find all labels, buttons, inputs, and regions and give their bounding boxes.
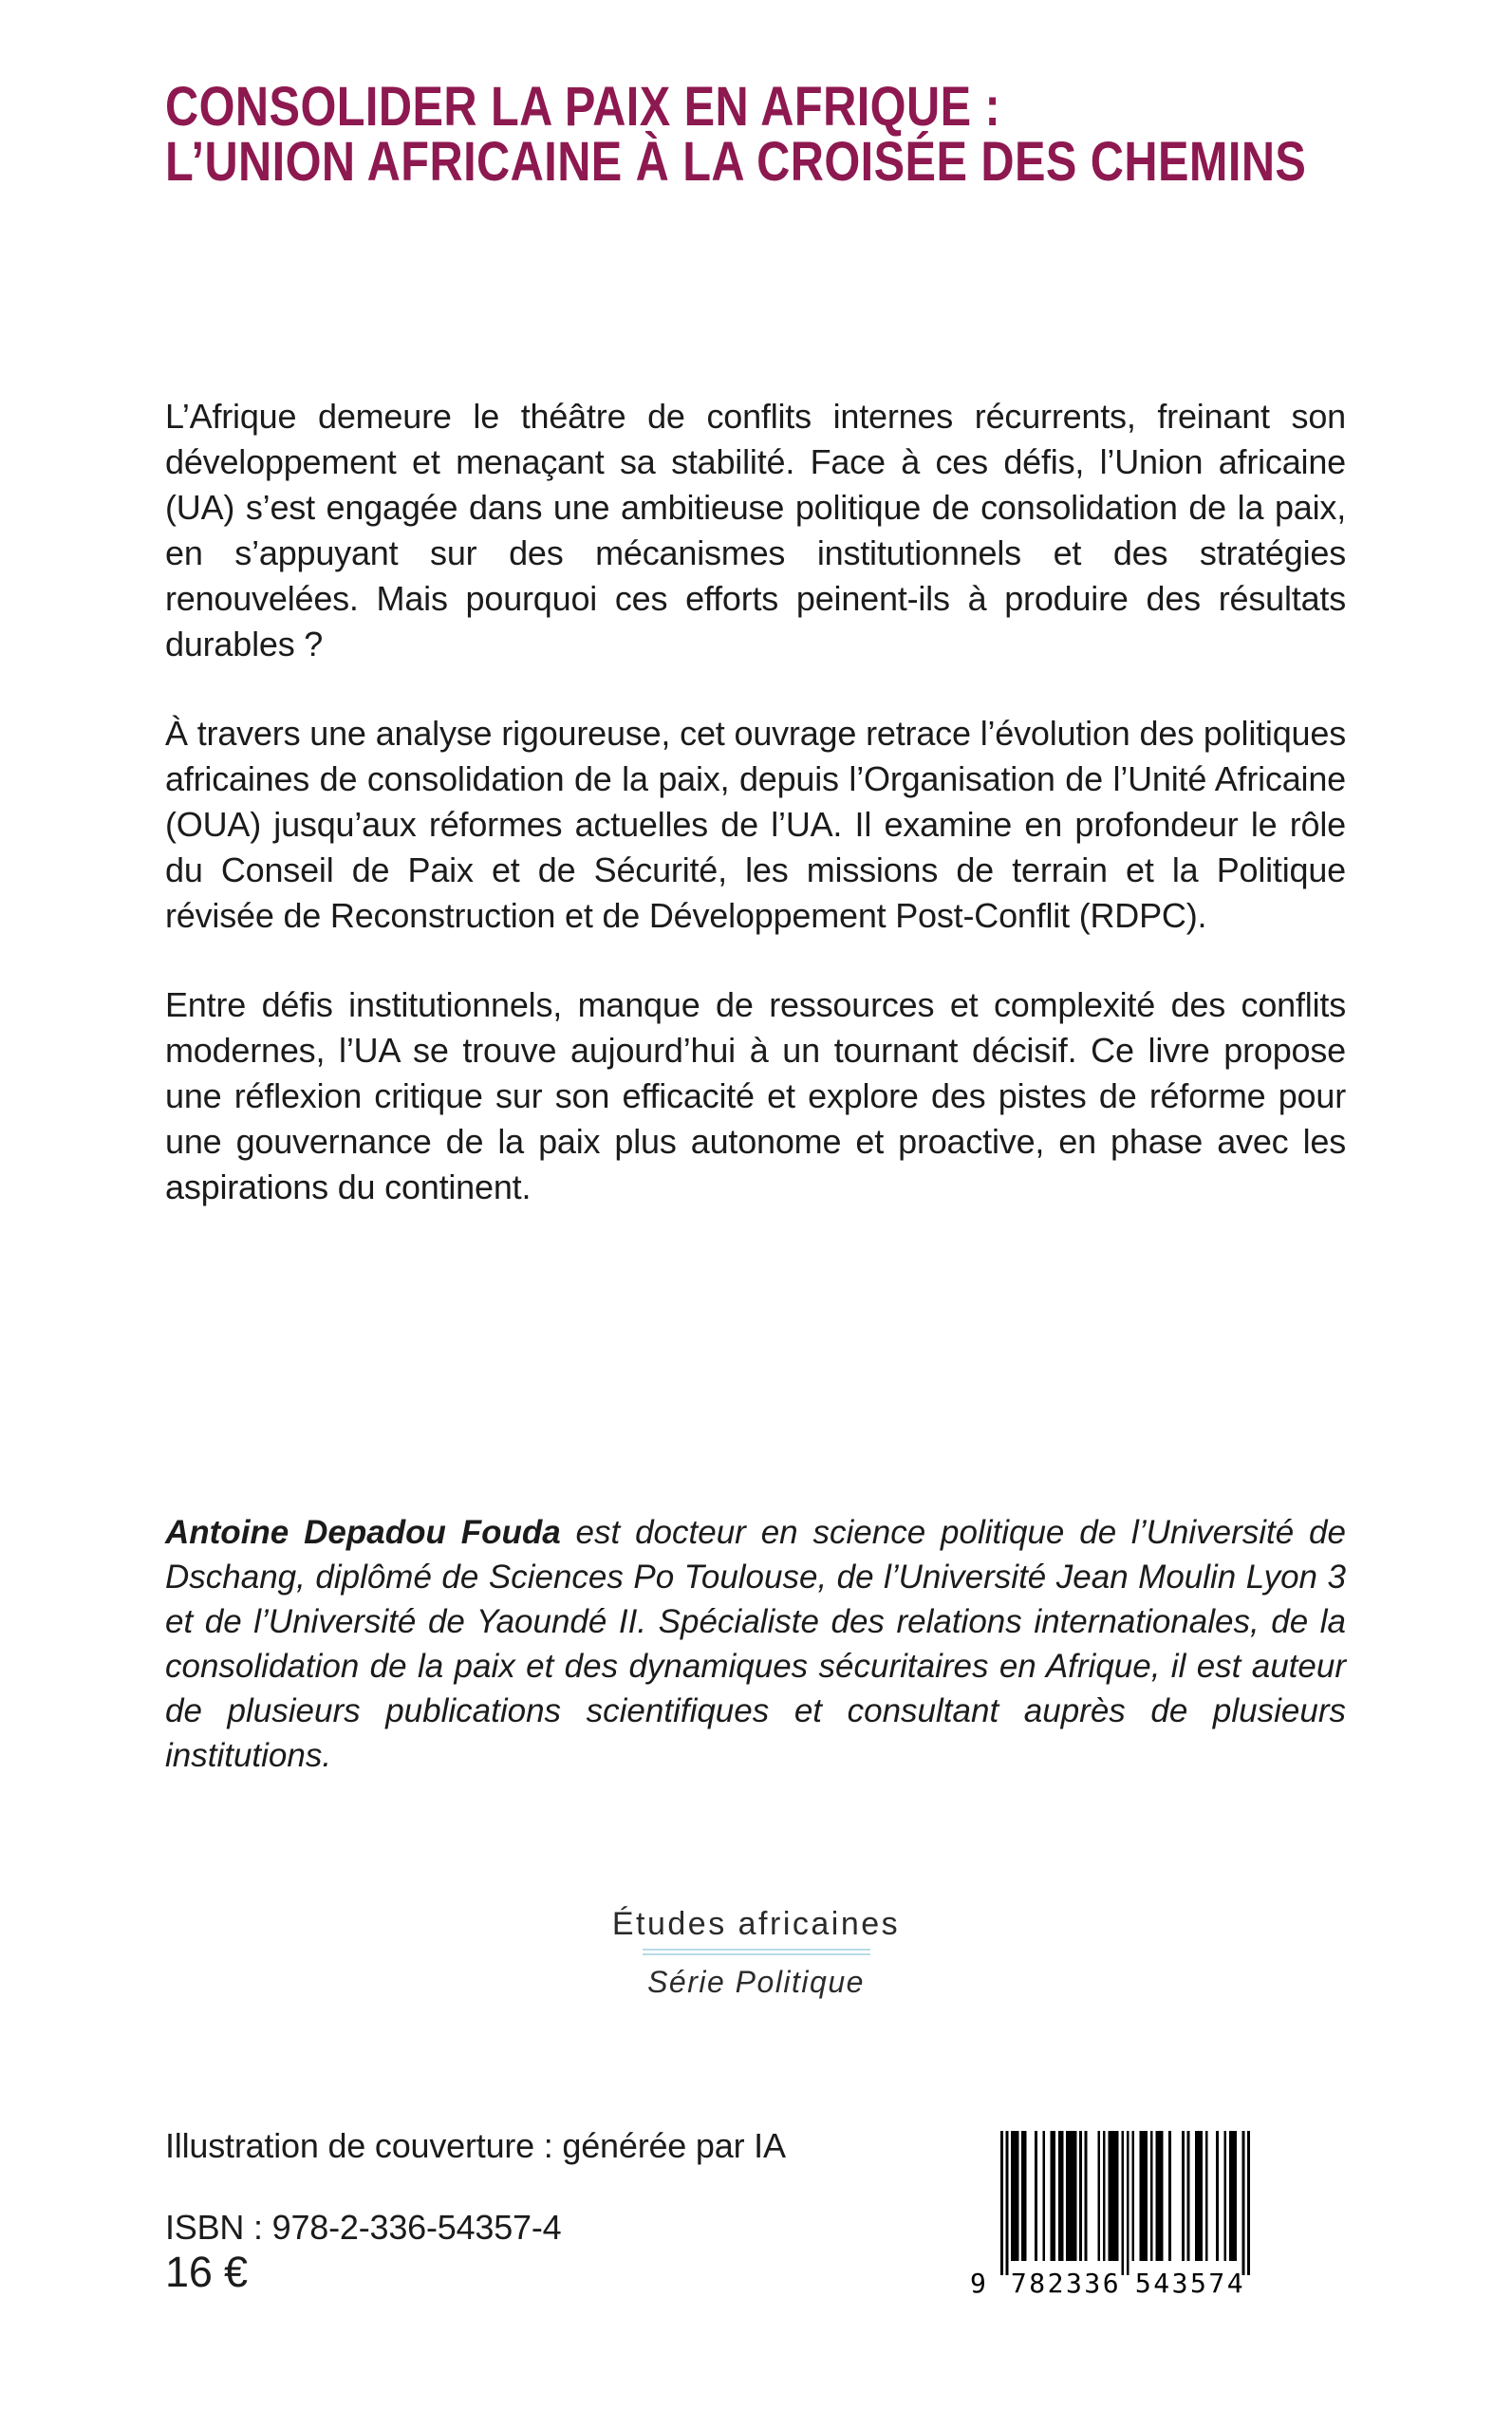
synopsis <box>165 394 1346 1210</box>
barcode <box>964 2131 1268 2306</box>
book-title <box>165 76 1307 193</box>
collection-name: Études africaines <box>611 1906 901 1942</box>
cover-credit: Illustration de couverture : générée par IA <box>165 2126 786 2165</box>
author-bio <box>165 1510 1346 1778</box>
synopsis-paragraph: L’Afrique demeure le théâtre de conflits internes récurrents, freinant son développement et menaçant sa stabilité. Face à ces défis, l’Union africaine (UA) s’est engagée dans une ambitieuse politique de consolidation de la paix, en s’appuyant sur des mécanismes institutionnels et des stratégies renouvelées. Mais pourquoi ces efforts peinent-ils à produire des résultats durables ? <box>165 397 1346 663</box>
title-line-2: L’UNION AFRICAINE À LA CROISÉE DES CHEMINS <box>165 131 1307 193</box>
collection-series: Série Politique <box>647 1965 865 1999</box>
synopsis-paragraph: À travers une analyse rigoureuse, cet ouvrage retrace l’évolution des politiques africaines de consolidation de la paix, depuis l’Organisation de l’Unité Africaine (OUA) jusqu’aux réformes actuelles de l’UA. Il examine en profondeur le rôle du Conseil de Paix et de Sécurité, les missions de terrain et la Politique révisée de Reconstruction et de Développement Post-Conflit (RDPC). <box>165 714 1346 935</box>
author-name: Antoine Depadou Fouda <box>165 1514 561 1551</box>
barcode-digit-first: 9 <box>970 2268 989 2299</box>
barcode-bars <box>1000 2131 1250 2275</box>
title-line-1: CONSOLIDER LA PAIX EN AFRIQUE : <box>165 76 1001 138</box>
collection-underline <box>643 1949 870 1955</box>
barcode-digits-right: 543574 <box>1134 2268 1246 2299</box>
barcode-digits-left: 782336 <box>1010 2268 1122 2299</box>
price: 16 € <box>165 2248 248 2296</box>
synopsis-paragraph: Entre défis institutionnels, manque de ressources et complexité des conflits modernes, l’UA se trouve aujourd’hui à un tournant décisif. Ce livre propose une réflexion critique sur son efficacité et explore des pistes de réforme pour une gouvernance de la paix plus autonome et proactive, en phase avec les aspirations du continent. <box>165 985 1346 1206</box>
author-bio-text: est docteur en science politique de l’Université de Dschang, diplômé de Sciences Po Toulouse, de l’Université Jean Moulin Lyon 3 et de l’Université de Yaoundé II. Spécialiste des relations internationales, de la consolidation de la paix et des dynamiques sécuritaires en Afrique, il est auteur de plusieurs publications scientifiques et consultant auprès de plusieurs institutions. <box>165 1514 1346 1774</box>
isbn: ISBN : 978-2-336-54357-4 <box>165 2208 562 2247</box>
